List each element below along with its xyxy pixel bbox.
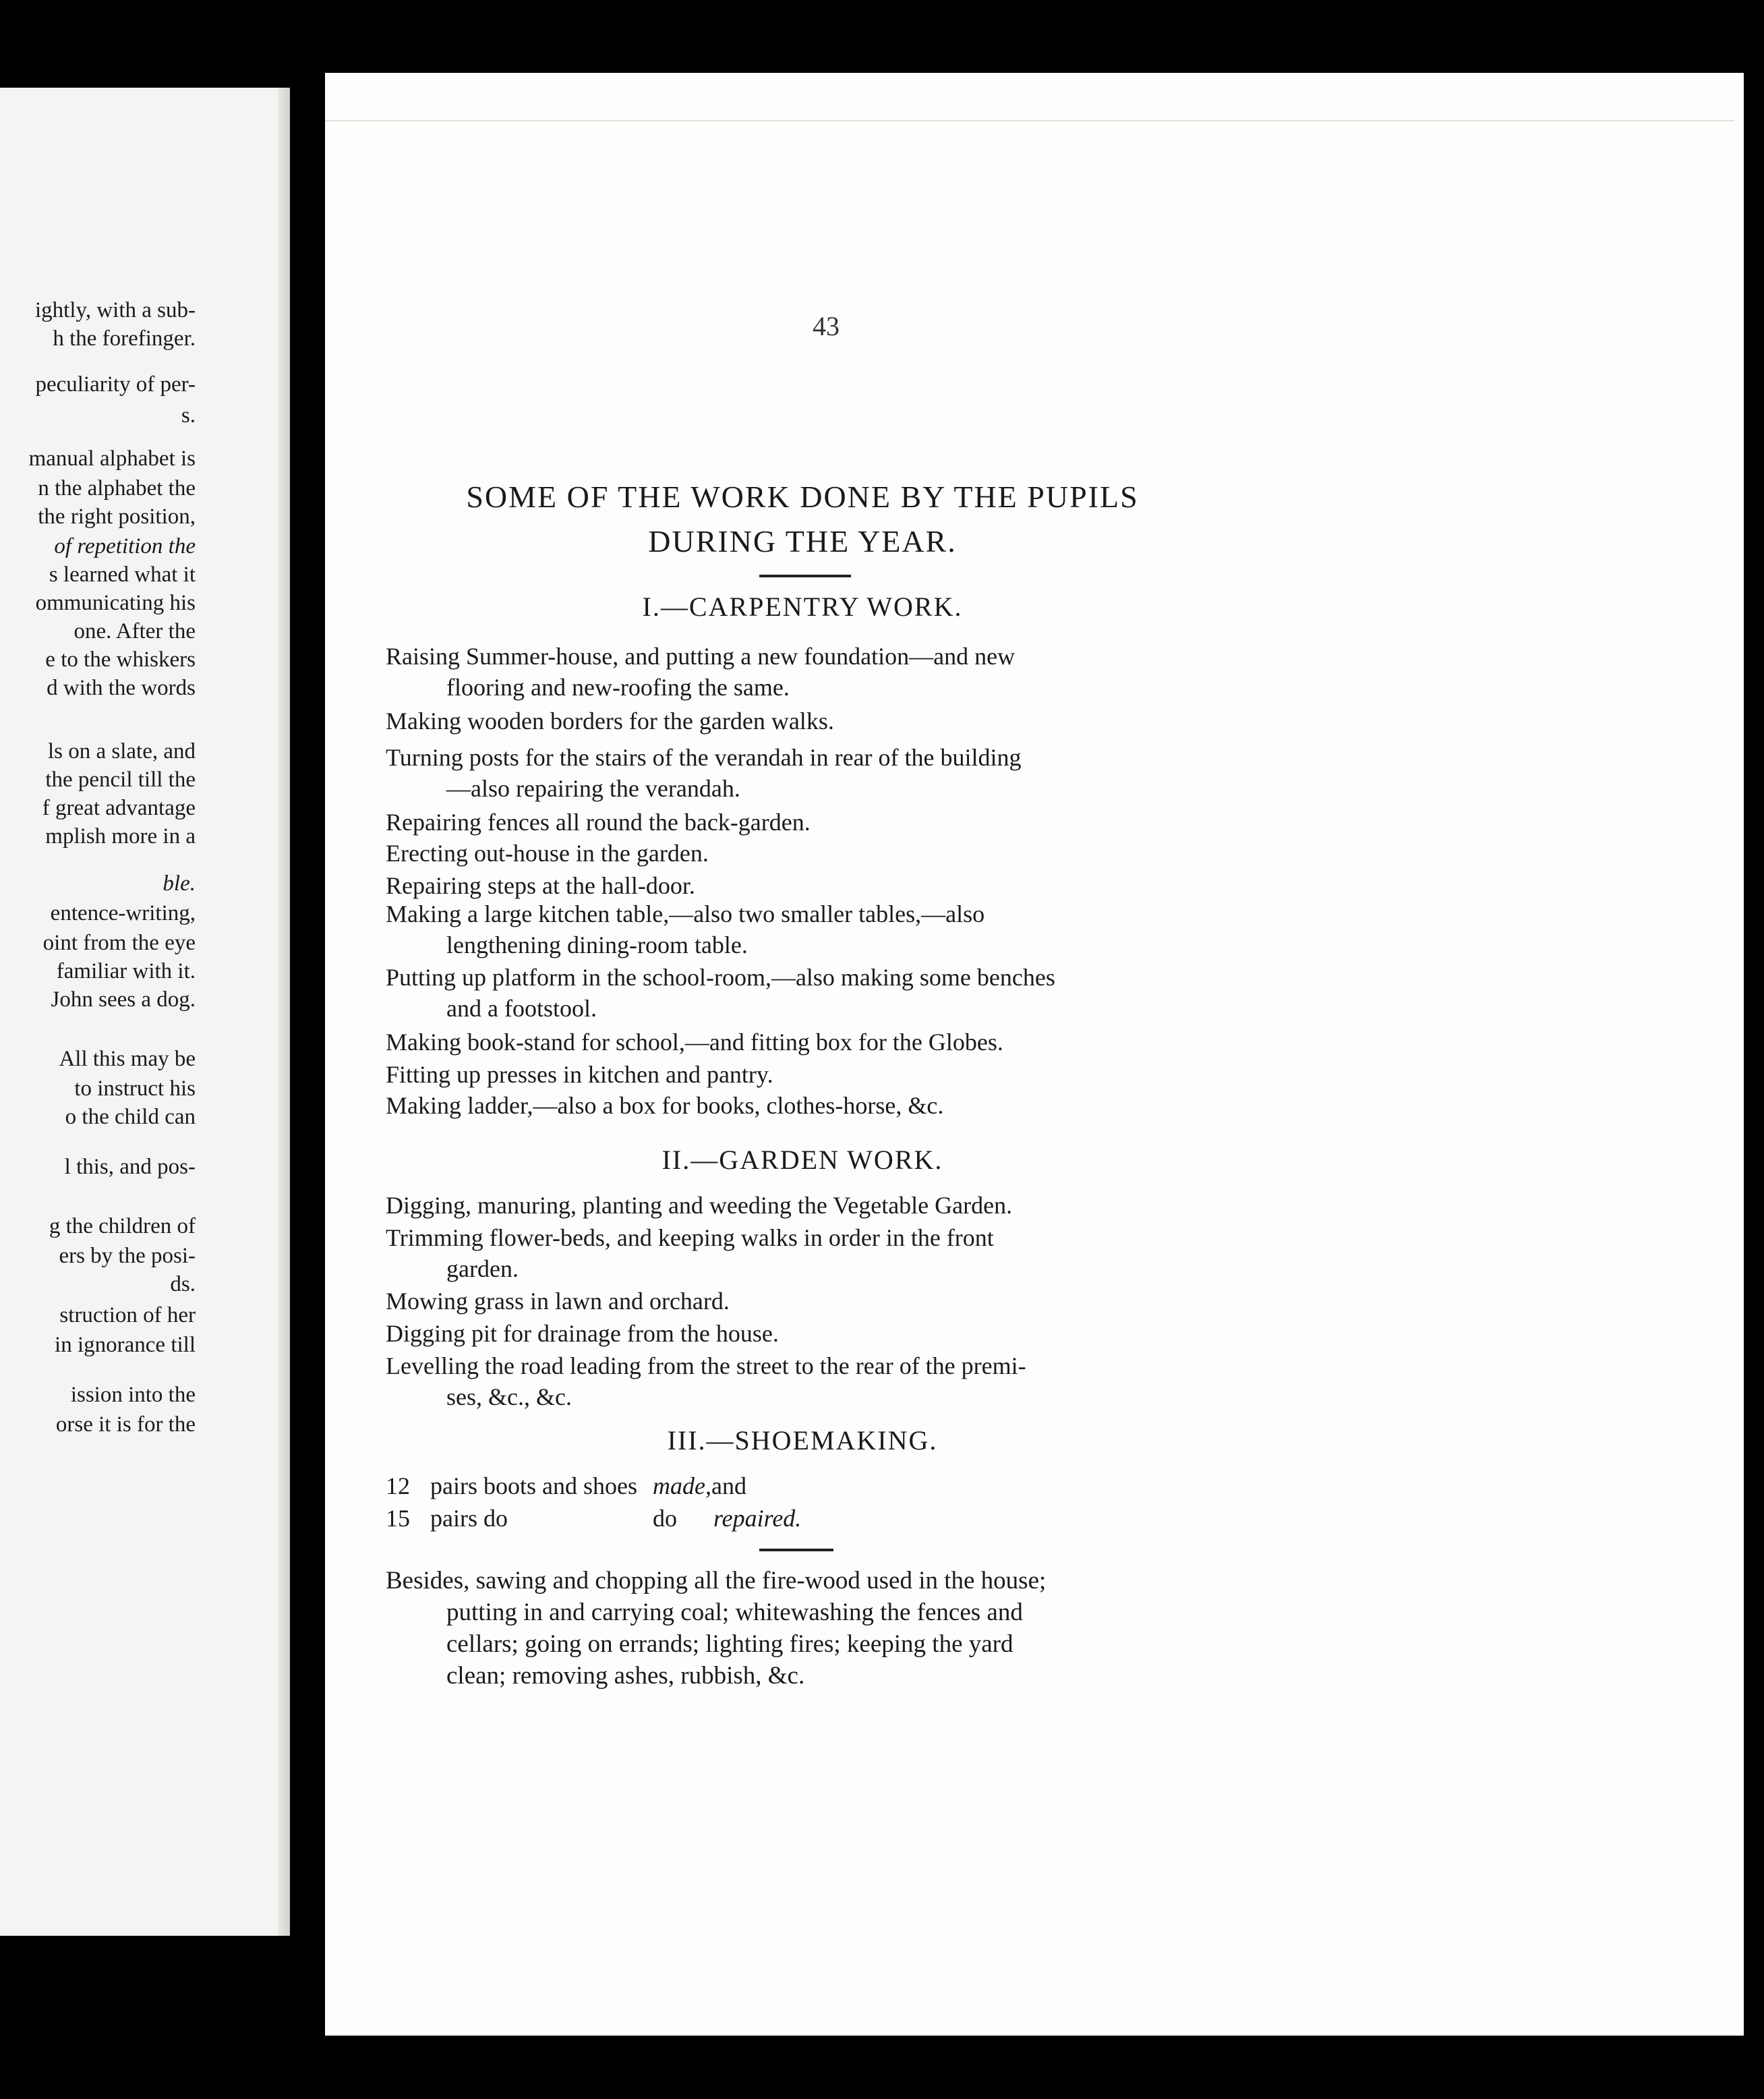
left-page-line: in ignorance till xyxy=(55,1333,196,1357)
left-page-line: ission into the xyxy=(70,1383,196,1407)
left-page-line: ls on a slate, and xyxy=(47,739,196,764)
shoe-unit: pairs boots and shoes xyxy=(430,1472,637,1499)
item-text: Trimming flower-beds, and keeping walks in order in the front xyxy=(386,1224,994,1251)
carpentry-item xyxy=(386,1090,1222,1121)
left-page-line: n the alphabet the xyxy=(38,476,196,500)
shoe-quantity: 15 xyxy=(386,1505,410,1532)
section-heading-carpentry: I.—CARPENTRY WORK. xyxy=(642,592,963,622)
garden-item xyxy=(386,1286,1222,1317)
page-number: 43 xyxy=(813,311,840,341)
carpentry-item xyxy=(386,1027,1222,1058)
left-page-line: peculiarity of per- xyxy=(35,372,196,397)
page-fold xyxy=(278,88,290,1936)
garden-item xyxy=(386,1222,1222,1284)
left-page-line: familiar with it. xyxy=(56,959,196,983)
left-page-line: f great advantage xyxy=(42,796,196,820)
left-page-line: All this may be xyxy=(59,1047,196,1071)
item-text: Digging pit for drainage from the house. xyxy=(386,1320,779,1347)
carpentry-item xyxy=(386,742,1222,804)
left-page-line: orse it is for the xyxy=(55,1412,196,1437)
item-text: Repairing steps at the hall-door. xyxy=(386,872,695,899)
left-page-line: d with the words xyxy=(47,676,196,700)
left-page-line: o the child can xyxy=(65,1105,196,1129)
left-page-line: manual alphabet is xyxy=(28,447,196,471)
carpentry-item xyxy=(386,838,1222,869)
item-text: Erecting out-house in the garden. xyxy=(386,840,709,867)
item-text: Making wooden borders for the garden walks. xyxy=(386,708,834,735)
left-page-line: h the forefinger. xyxy=(53,326,196,351)
closing-rule xyxy=(759,1549,833,1551)
garden-item xyxy=(386,1350,1222,1412)
left-page-line: struction of her xyxy=(59,1303,196,1327)
item-continuation: ses, &c., &c. xyxy=(446,1383,572,1410)
item-text: Putting up platform in the school-room,—also making some benches xyxy=(386,964,1055,991)
left-page-fragment xyxy=(0,88,290,1936)
shoe-unit: pairs do xyxy=(430,1505,508,1532)
shoe-quantity: 12 xyxy=(386,1472,410,1499)
besides-first-line: Besides, sawing and chopping all the fire-wood used in the house; xyxy=(386,1567,1047,1594)
left-page-line: oint from the eye xyxy=(42,931,196,955)
item-text: Repairing fences all round the back-garden. xyxy=(386,809,811,836)
left-page-line: entence-writing, xyxy=(50,901,196,925)
item-text: Fitting up presses in kitchen and pantry. xyxy=(386,1061,773,1088)
item-text: Mowing grass in lawn and orchard. xyxy=(386,1288,730,1315)
shoemaking-row xyxy=(386,1503,801,1534)
left-page-line: the right position, xyxy=(38,505,196,529)
item-text: Making ladder,—also a box for books, clothes-horse, &c. xyxy=(386,1092,944,1119)
shoe-status: made, xyxy=(653,1472,711,1499)
item-text: Turning posts for the stairs of the verandah in rear of the building xyxy=(386,744,1022,771)
item-continuation: garden. xyxy=(446,1255,519,1282)
besides-continuation: putting in and carrying coal; whitewashing the fences and xyxy=(446,1599,1023,1626)
item-text: Raising Summer-house, and putting a new foundation—and new xyxy=(386,643,1016,670)
left-page-line: ers by the posi- xyxy=(59,1244,196,1268)
carpentry-item xyxy=(386,641,1222,703)
section-heading-shoemaking: III.—SHOEMAKING. xyxy=(667,1425,938,1456)
item-continuation: flooring and new-roofing the same. xyxy=(446,674,790,701)
shoe-ditto: do xyxy=(653,1505,677,1532)
item-text: Digging, manuring, planting and weeding the Vegetable Garden. xyxy=(386,1192,1013,1219)
left-page-line: ightly, with a sub- xyxy=(34,298,196,322)
carpentry-item xyxy=(386,807,1222,838)
item-text: Making a large kitchen table,—also two smaller tables,—also xyxy=(386,900,985,927)
shoe-tail: and xyxy=(711,1472,746,1499)
left-page-line: the pencil till the xyxy=(45,768,196,792)
left-page-line: John sees a dog. xyxy=(51,987,196,1012)
garden-item xyxy=(386,1190,1222,1221)
besides-paragraph xyxy=(386,1565,1222,1692)
garden-item xyxy=(386,1318,1222,1349)
item-continuation: and a footstool. xyxy=(446,995,597,1022)
left-page-line: ble. xyxy=(163,871,196,896)
page-title-line-1: SOME OF THE WORK DONE BY THE PUPILS xyxy=(466,480,1139,514)
left-page-line: mplish more in a xyxy=(45,824,196,849)
left-page-line: one. After the xyxy=(74,619,196,643)
left-page-line: s. xyxy=(181,403,196,428)
carpentry-item xyxy=(386,706,1222,737)
left-page-line: ds. xyxy=(170,1272,196,1296)
carpentry-item xyxy=(386,870,1222,901)
shoemaking-row xyxy=(386,1470,746,1501)
shoe-status: repaired. xyxy=(713,1505,802,1532)
left-page-line: of repetition the xyxy=(54,534,196,558)
item-continuation: lengthening dining-room table. xyxy=(446,931,748,958)
left-page-line: ommunicating his xyxy=(35,591,196,615)
left-page-line: e to the whiskers xyxy=(45,648,196,672)
left-page-line: l this, and pos- xyxy=(64,1155,196,1179)
title-rule xyxy=(759,575,851,577)
besides-continuation: cellars; going on errands; lighting fires; keeping the yard xyxy=(446,1630,1013,1658)
item-text: Levelling the road leading from the street to the rear of the premi- xyxy=(386,1352,1026,1379)
section-heading-garden: II.—GARDEN WORK. xyxy=(662,1145,943,1175)
besides-continuation: clean; removing ashes, rubbish, &c. xyxy=(446,1662,805,1690)
item-continuation: —also repairing the verandah. xyxy=(446,775,740,802)
carpentry-item xyxy=(386,962,1222,1024)
carpentry-item xyxy=(386,898,1222,960)
carpentry-item xyxy=(386,1059,1222,1090)
item-text: Making book-stand for school,—and fitting box for the Globes. xyxy=(386,1029,1003,1056)
left-page-line: to instruct his xyxy=(74,1076,196,1101)
page-title-line-2: DURING THE YEAR. xyxy=(648,524,957,558)
left-page-line: g the children of xyxy=(49,1214,196,1238)
left-page-line: s learned what it xyxy=(49,563,196,587)
